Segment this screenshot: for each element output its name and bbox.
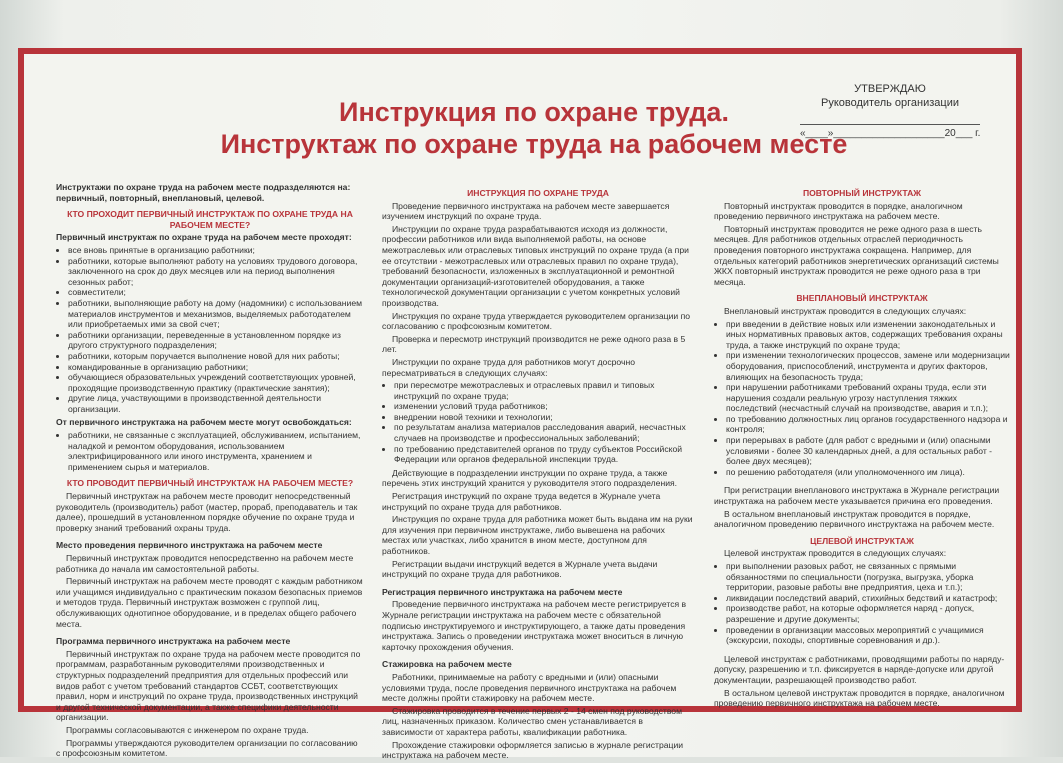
list-item: • работники, не связанные с эксплуатацией, обслуживанием, испытанием, наладкой и ремонтом оборудования, использованием электрифицированного или иного инструмента, хранением и применением сырья и материалов. — [68, 430, 364, 472]
list-targeted-cases — [714, 561, 1010, 646]
paragraph: Проведение первичного инструктажа на рабочем месте завершается изучением инструкций по охране труда. — [382, 200, 670, 222]
list-item: • при изменении технологических процессов, замене или модернизации оборудования, приспособлений, инструмента и других факторов, влияющих на безопасность труда; — [726, 350, 1010, 382]
paragraph: Внеплановый инструктаж проводится в следующих случаях: — [724, 305, 967, 316]
section-heading: КТО ПРОХОДИТ ПЕРВИЧНЫЙ ИНСТРУКТАЖ ПО ОХРАНЕ ТРУДА НА РАБОЧЕМ МЕСТЕ? — [67, 209, 353, 230]
paragraph: В остальном целевой инструктаж проводится в порядке, аналогичном проведению первичного инструктажа на рабочем месте. — [714, 687, 1005, 709]
paragraph: Программы утверждаются руководителем организации по согласованию с профсоюзным комитетом. — [56, 737, 358, 759]
paragraph: Инструкции по охране труда для работников могут досрочно пересматриваться в следующих случаях: — [382, 356, 636, 378]
list-item: • по требованию представителей органов по труду субъектов Российской Федерации или органов федеральной инспекции труда. — [394, 444, 694, 465]
subheading: От первичного инструктажа на рабочем месте могут освобождаться: — [56, 417, 352, 428]
paragraph: В остальном внеплановый инструктаж проводится в порядке, аналогичном проведению первичного инструктажа на рабочем месте. — [714, 508, 995, 530]
title-line-1: Инструкция по охране труда. — [339, 97, 729, 127]
section-heading: КТО ПРОВОДИТ ПЕРВИЧНЫЙ ИНСТРУКТАЖ НА РАБОЧЕМ МЕСТЕ? — [66, 478, 354, 489]
list-who-passes — [56, 245, 364, 415]
paragraph: Инструкция по охране труда для работника может быть выдана им на руки для изучения при первичном инструктаже, либо вывешена на рабочих местах или участках, либо хранится в ином месте, доступном для работников. — [382, 514, 693, 556]
paragraph: Первичный инструктаж на рабочем месте проводит непосредственный руководитель (производитель) работ (мастер, прораб, преподаватель и так далее), прошедший в установленном порядке обучение по охране труда и проверку знаний требований охраны труда. — [56, 491, 358, 533]
list-exempt — [56, 430, 364, 472]
paragraph: Проверка и пересмотр инструкций производится не реже одного раза в 5 лет. — [382, 333, 686, 355]
list-item: • по результатам анализа материалов расследования аварий, несчастных случаев на производстве и профессиональных заболеваний; — [394, 422, 694, 443]
column-left — [56, 182, 364, 761]
list-item: • при введении в действие новых или изменении законодательных и иных нормативных правовых актов, содержащих требования охраны труда, а также инструкций по охране труда; — [726, 319, 1010, 351]
title-line-2: Инструктаж по охране труда на рабочем месте — [220, 129, 848, 159]
list-item: • при нарушении работниками требований охраны труда, если эти нарушения создали реальную угрозу наступления тяжких последствий (несчастный случай на производстве, авария и т.п.); — [726, 382, 1010, 414]
subheading: Программа первичного инструктажа на рабочем месте — [56, 636, 291, 647]
list-review-cases — [382, 380, 694, 465]
list-item: • работники, которым поручается выполнение новой для них работы; — [68, 351, 364, 362]
subheading: Регистрация первичного инструктажа на рабочем месте — [382, 586, 623, 597]
section-heading: ИНСТРУКЦИЯ ПО ОХРАНЕ ТРУДА — [467, 188, 609, 198]
list-item: • при пересмотре межотраслевых и отраслевых правил и типовых инструкций по охране труда; — [394, 380, 694, 401]
list-item: • при перерывах в работе (для работ с вредными и (или) опасными условиями - более 30 календарных дней, а для остальных работ - более двух месяцев); — [726, 435, 1010, 467]
paragraph: Инструкции по охране труда разрабатываются исходя из должности, профессии работников или вида выполняемой работы, на основе межотраслевых или отраслевых типовых инструкций по охране труда (а при ее отсутствии - межотраслевых или отраслевых правил по охране труда), требований безопасности, изложенных в эксплуатационной и ремонтной документации организаций-изготовителей оборудования, а также технологической документации организации с учетом конкретных условий производства. — [382, 223, 689, 308]
approval-date: «____»____________________20___ г. — [800, 128, 981, 139]
list-item: • изменении условий труда работников; — [394, 401, 694, 412]
approval-role: Руководитель организации — [820, 97, 959, 109]
paragraph: Проведение первичного инструктажа на рабочем месте регистрируется в Журнале регистрации инструктажа на рабочем месте с обязательной подписью инструктируемого и инструктирующего, а также даты проведения инструктажа. Запись о проведении инструктажа может вноситься в личную карточку прохождения обучения. — [382, 599, 687, 652]
list-item: • работники, выполняющие работу на дому (надомники) с использованием материалов инструментов и механизмов, выделяемых работодателем или приобретаемых ими за свой счет; — [68, 298, 364, 330]
subheading: Место проведения первичного инструктажа на рабочем месте — [56, 540, 323, 551]
subheading: Первичный инструктаж по охране труда на рабочем месте проходят: — [56, 232, 352, 243]
list-item: • при выполнении разовых работ, не связанных с прямыми обязанностями по специальности (погрузка, выгрузка, уборка территории, разовые работы вне предприятия, цеха и т.п.); — [726, 561, 1010, 593]
paragraph: Инструкция по охране труда утверждается руководителем организации по согласованию с профсоюзным комитетом. — [382, 310, 691, 332]
column-right — [714, 182, 1010, 711]
paragraph: Первичный инструктаж проводится непосредственно на рабочем месте работника до начала им самостоятельной работы. — [56, 553, 354, 574]
paragraph: Регистрация инструкций по охране труда ведется в Журнале учета инструкций по охране труда для работников. — [382, 491, 661, 512]
list-item: • проведении в организации массовых мероприятий с учащимися (экскурсии, походы, спортивные соревнования и др.). — [726, 625, 1010, 646]
list-item: • другие лица, участвующими в производственной деятельности организации. — [68, 393, 364, 414]
list-unscheduled-cases — [714, 319, 1010, 478]
paragraph: При регистрации внепланового инструктажа в Журнале регистрации инструктажа на рабочем месте указывается причина его проведения. — [714, 485, 1000, 507]
paragraph: Повторный инструктаж проводится в порядке, аналогичном проведению первичного инструктажа на рабочем месте. — [714, 200, 963, 222]
paragraph: Целевой инструктаж с работниками, проводящими работы по наряду-допуску, разрешению и т.п. фиксируется в наряде-допуске или другой документации, разрешающей производство работ. — [714, 653, 1005, 685]
list-item: • работники организации, переведенные в установленном порядке из другого структурного подразделения; — [68, 330, 364, 351]
approval-heading: УТВЕРЖДАЮ — [854, 83, 926, 95]
list-item: • по решению работодателя (или уполномоченного им лица). — [726, 467, 1010, 478]
list-item: • работники, которые выполняют работу на условиях трудового договора, заключенного на срок до двух месяцев или на период выполнения сезонных работ; — [68, 256, 364, 288]
paragraph: Целевой инструктаж проводится в следующих случаях: — [724, 548, 947, 559]
intro-text: Инструктажи по охране труда на рабочем месте подразделяются на: первичный, повторный, внеплановый, целевой. — [56, 182, 351, 203]
section-heading: ПОВТОРНЫЙ ИНСТРУКТАЖ — [802, 188, 922, 198]
paragraph: Регистрации выдачи инструкций ведется в Журнале учета выдачи инструкций по охране труда для работников. — [382, 558, 658, 580]
paragraph: Повторный инструктаж проводится не реже одного раза в шесть месяцев. Для работников отдельных отраслей периодичность проведения повторного инструктажа сокращена. Например, для отдельных категорий работников энергетических организаций системы ЖКХ повторный инструктаж проводится не реже одного раза в три месяца. — [714, 223, 999, 287]
section-heading: ЦЕЛЕВОЙ ИНСТРУКТАЖ — [810, 535, 914, 546]
paragraph: Первичный инструктаж по охране труда на рабочем месте проводится по программам, разработанным руководителями производственных и структурных подразделений предприятия для отдельных профессий или видов работ с учетом требований стандартов ССБТ, соответствующих правил, норм и инструкций по охране труда, производственных инструкций и другой технической документации, а также специфики деятельности организации. — [56, 648, 361, 723]
paragraph: Первичный инструктаж на рабочем месте проводят с каждым работником или учащимся индивидуально с практическим показом безопасных приемов и методов труда. Первичный инструктаж возможен с группой лиц, обслуживающих однотипное оборудование, и в пределах общего рабочего места. — [56, 576, 363, 629]
list-item: • совместители; — [68, 287, 364, 298]
list-item: • обучающиеся образовательных учреждений соответствующих уровней, проходящие производственную практику (практические занятия); — [68, 372, 364, 393]
list-item: • внедрении новой техники и технологии; — [394, 412, 694, 423]
poster-title — [154, 96, 914, 160]
paragraph: Прохождение стажировки оформляется записью в журнале регистрации инструктажа на рабочем месте. — [382, 739, 684, 761]
list-item: • по требованию должностных лиц органов государственного надзора и контроля; — [726, 414, 1010, 435]
paragraph: Программы согласовываются с инженером по охране труда. — [66, 724, 309, 735]
column-middle — [382, 182, 694, 763]
paragraph: Работники, принимаемые на работу с вредными и (или) опасными условиями труда, после проведения первичного инструктажа на рабочем месте должны пройти стажировку на рабочем месте. — [382, 671, 677, 704]
list-item: • ликвидации последствий аварий, стихийных бедствий и катастроф; — [726, 593, 1010, 604]
poster-frame — [18, 48, 1022, 761]
paragraph: Стажировка проводится в течение первых 2 - 14 смен под руководством лиц, назначенных приказом. Количество смен устанавливается в зависимости от характера работы, квалификации работника. — [382, 705, 682, 737]
paragraph: Действующие в подразделении инструкции по охране труда, а также перечень этих инструкций хранится у руководителя этого подразделения. — [382, 467, 678, 489]
list-item: • производстве работ, на которые оформляется наряд - допуск, разрешение и другие документы; — [726, 603, 1010, 624]
list-item: • все вновь принятые в организацию работники; — [68, 245, 364, 256]
list-item: • командированные в организацию работники; — [68, 362, 364, 373]
section-heading: ВНЕПЛАНОВЫЙ ИНСТРУКТАЖ — [796, 293, 928, 304]
subheading: Стажировка на рабочем месте — [382, 659, 512, 670]
